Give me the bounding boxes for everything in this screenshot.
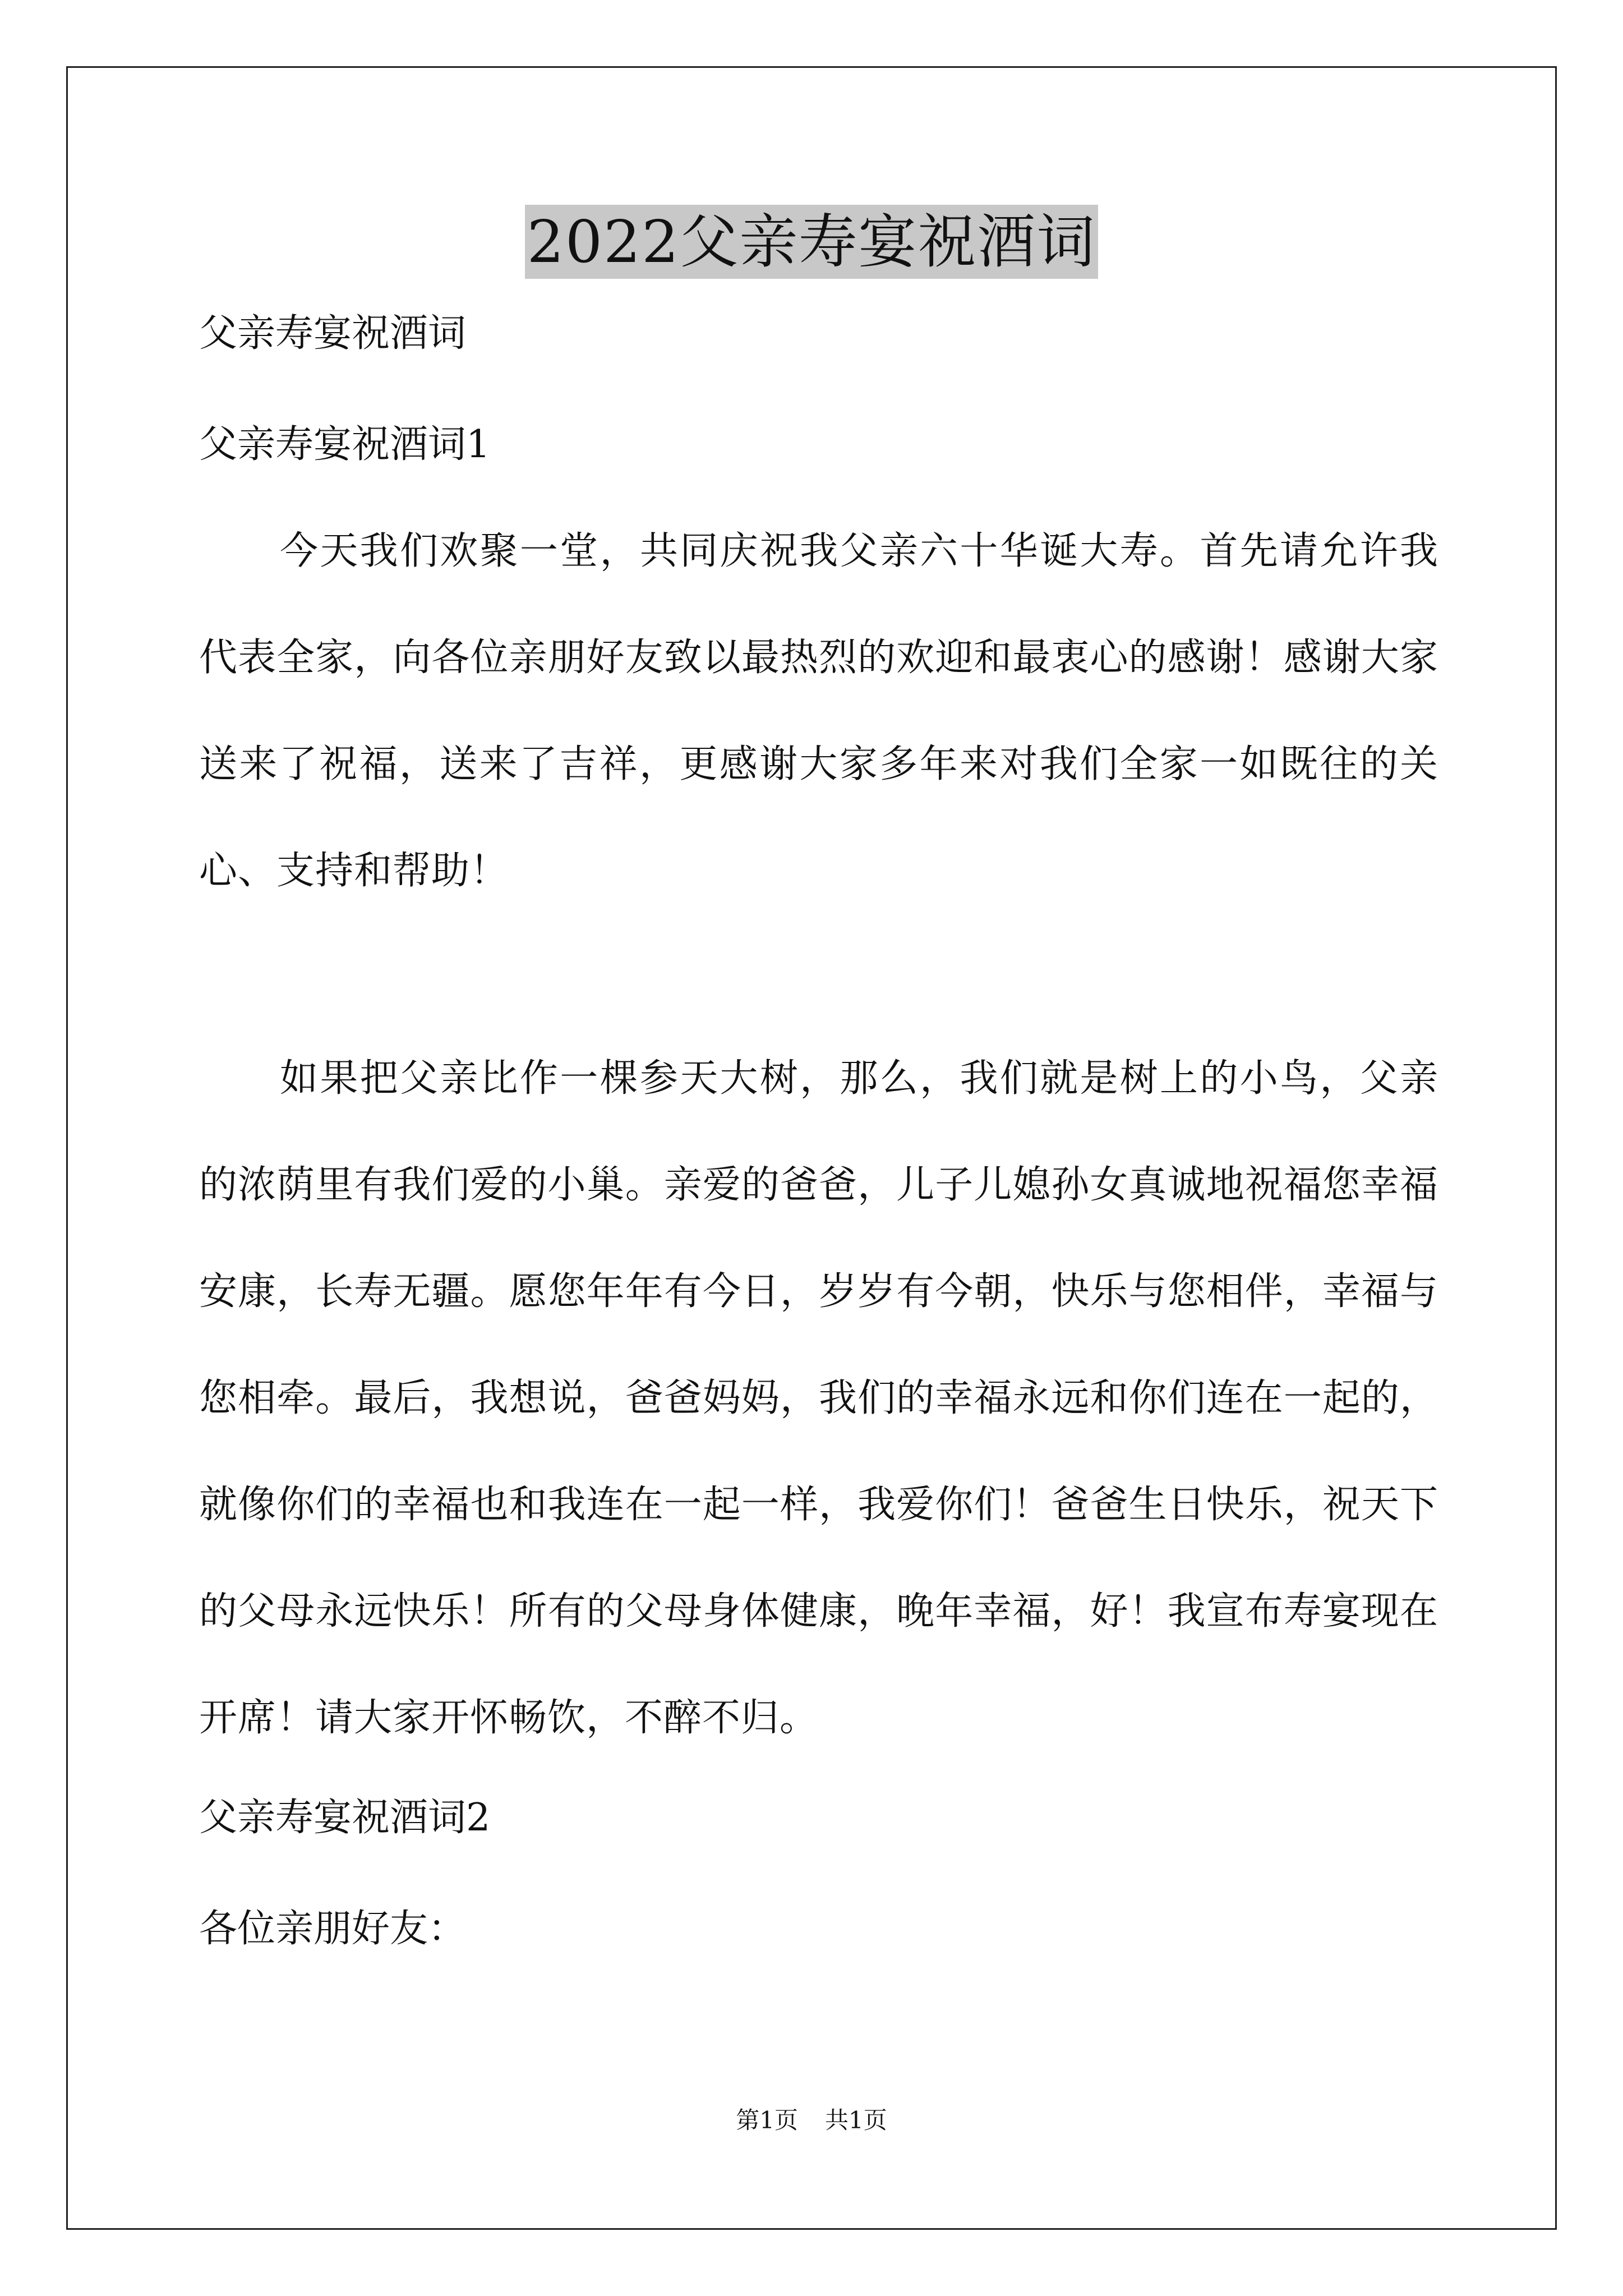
paragraph-1: 今天我们欢聚一堂，共同庆祝我父亲六十华诞大寿。首先请允许我代表全家，向各位亲朋好友致以最热烈的欢迎和最衷心的感谢！感谢大家送来了祝福，送来了吉祥，更感谢大家多年来对我们全家一如既往的关心、支持和帮助！ bbox=[199, 529, 1438, 893]
greeting-line: 各位亲朋好友： bbox=[199, 1907, 467, 1951]
section-heading-2: 父亲寿宴祝酒词2 bbox=[199, 1796, 491, 1840]
paragraph-spacer bbox=[199, 924, 1438, 1025]
title-container bbox=[0, 205, 1623, 279]
paragraph-2: 如果把父亲比作一棵参天大树，那么，我们就是树上的小鸟，父亲的浓荫里有我们爱的小巢。亲爱的爸爸，儿子儿媳孙女真诚地祝福您幸福安康，长寿无疆。愿您年年有今日，岁岁有今朝，快乐与您相伴，幸福与您相牵。最后，我想说，爸爸妈妈，我们的幸福永远和你们连在一起的，就像你们的幸福也和我连在一起一样，我爱你们！爸爸生日快乐，祝天下的父母永远快乐！所有的父母身体健康，晚年幸福，好！我宣布寿宴现在开席！请大家开怀畅饮，不醉不归。 bbox=[199, 1056, 1438, 1740]
page-total: 共1页 bbox=[825, 2106, 887, 2134]
subtitle: 父亲寿宴祝酒词 bbox=[199, 311, 467, 356]
section-heading-1: 父亲寿宴祝酒词1 bbox=[199, 422, 491, 467]
page-footer bbox=[0, 2104, 1623, 2137]
page-number: 第1页 bbox=[736, 2106, 798, 2134]
document-body bbox=[199, 303, 1438, 2009]
document-title: 2022父亲寿宴祝酒词 bbox=[525, 205, 1099, 279]
